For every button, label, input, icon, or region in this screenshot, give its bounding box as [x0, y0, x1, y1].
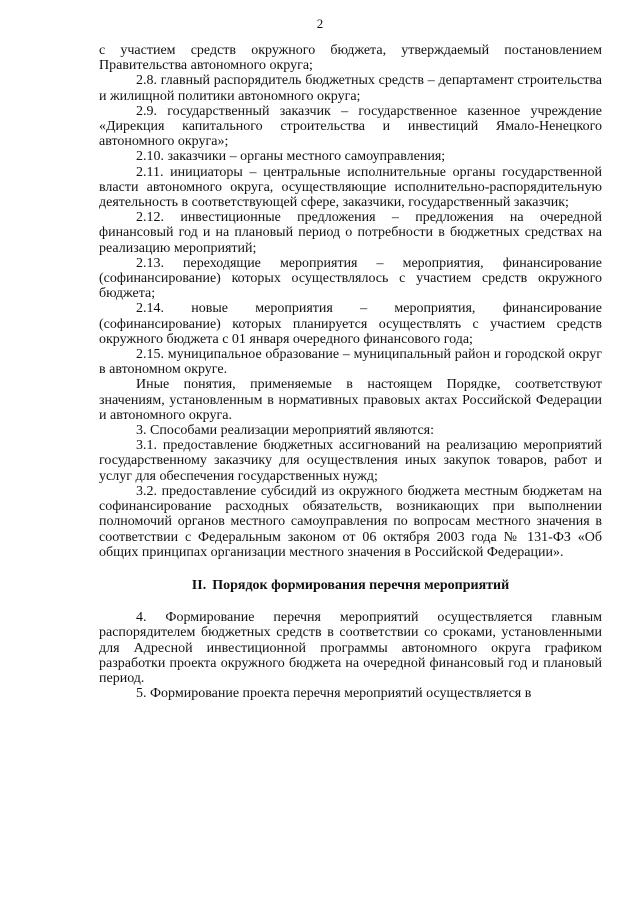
paragraph-other-terms: Иные понятия, применяемые в настоящем Порядке, соответствуют значениям, установленным в нормативных правовых актах Российской Федерации и автономного округа. — [99, 377, 602, 423]
section-heading-number: II. — [191, 577, 207, 593]
paragraph-2-10: 2.10. заказчики – органы местного самоуправления; — [136, 149, 446, 165]
paragraph-5: 5. Формирование проекта перечня мероприятий осуществляется в — [136, 686, 532, 702]
paragraph-4: 4. Формирование перечня мероприятий осуществляется главным распорядителем бюджетных средств в соответствии со сроками, установленными для Адресной инвестиционной программы автономного округа графиком разработки проекта окружного бюджета на очередной финансовый год и плановый период. — [99, 610, 602, 686]
paragraph-3-1: 3.1. предоставление бюджетных ассигнований на реализацию мероприятий государственному заказчику для осуществления иных закупок товаров, работ и услуг для обеспечения государственных нужд; — [99, 438, 602, 484]
page-number: 2 — [316, 16, 324, 31]
document-body — [99, 43, 602, 701]
paragraph-3: 3. Способами реализации мероприятий являются: — [136, 423, 434, 439]
paragraph-2-12: 2.12. инвестиционные предложения – предложения на очередной финансовый год и на плановый период о потребности в бюджетных средствах на реализацию мероприятий; — [99, 210, 602, 256]
paragraph-2-13: 2.13. переходящие мероприятия – мероприятия, финансирование (софинансирование) которых осуществлялось с участием средств окружного бюджета; — [99, 255, 602, 302]
paragraph-continuation: с участием средств окружного бюджета, утверждаемый постановлением Правительства автономного округа; — [99, 43, 602, 74]
paragraph-3-2: 3.2. предоставление субсидий из окружного бюджета местным бюджетам на софинансирование расходных обязательств, возникающих при выполнении полномочий органов местного самоуправления по вопросам местного значения в соответствии с Федеральным законом от 06 октября 2003 года № 131-ФЗ «Об общих принципах организации местного значения в Российской Федерации». — [99, 483, 602, 560]
paragraph-2-11: 2.11. инициаторы – центральные исполнительные органы государственной власти автономного округа, осуществляющие исполнительно-распорядительную деятельность в соответствующей сфере, заказчики, государственный заказчик; — [99, 164, 602, 211]
paragraph-2-15: 2.15. муниципальное образование – муниципальный район и городской округ в автономном округе. — [99, 347, 602, 378]
paragraph-2-8: 2.8. главный распорядитель бюджетных средств – департамент строительства и жилищной политики автономного округа; — [99, 73, 602, 104]
section-heading-title: Порядок формирования перечня мероприятий — [212, 577, 510, 593]
paragraph-2-14: 2.14. новые мероприятия – мероприятия, финансирование (софинансирование) которых планируется осуществлять с участием средств окружного бюджета с 01 января очередного финансового года; — [99, 301, 602, 347]
section-heading — [99, 578, 602, 593]
paragraph-2-9: 2.9. государственный заказчик – государственное казенное учреждение «Дирекция капитального строительства и инвестиций Ямало-Ненецкого автономного округа»; — [99, 103, 602, 150]
